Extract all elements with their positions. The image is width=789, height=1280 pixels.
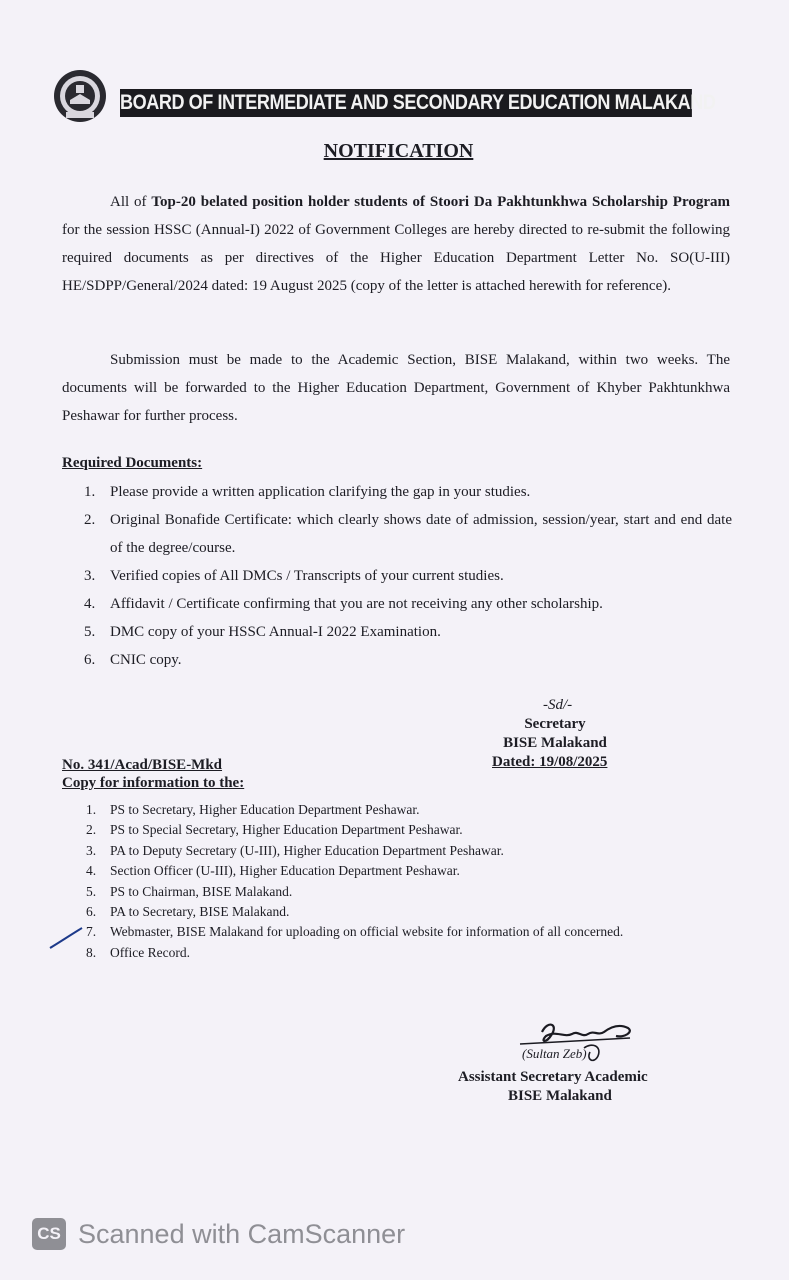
required-documents-list xyxy=(84,478,732,674)
copy-info-list xyxy=(86,800,726,963)
pen-tick-icon xyxy=(48,922,84,950)
list-item: 1. Please provide a written application clarifying the gap in your studies. xyxy=(84,484,531,500)
secretary-title: Secretary xyxy=(524,716,586,732)
list-item: 5. PS to Chairman, BISE Malakand. xyxy=(86,883,293,899)
list-item: 1. PS to Secretary, Higher Education Department Peshawar. xyxy=(86,802,420,817)
list-item: 8. Office Record. xyxy=(86,944,190,960)
list-item: 2. Original Bonafide Certificate: which clearly shows date of admission, session/year, start and end date of the degree/course. xyxy=(84,512,732,556)
signatory-title: Assistant Secretary Academic xyxy=(458,1069,648,1085)
list-item: 4. Section Officer (U-III), Higher Education Department Peshawar. xyxy=(86,863,460,879)
date-line: Dated: 19/08/2025 xyxy=(492,754,608,770)
list-item: 5. DMC copy of your HSSC Annual-I 2022 Examination. xyxy=(84,624,441,640)
signatory-name: (Sultan Zeb) xyxy=(522,1046,587,1061)
notification-title: NOTIFICATION xyxy=(323,140,474,162)
list-item: 3. Verified copies of All DMCs / Transcripts of your current studies. xyxy=(84,568,504,584)
required-documents-heading: Required Documents: xyxy=(62,455,203,471)
signatory-org: BISE Malakand xyxy=(508,1088,612,1104)
body-paragraph-1: All of Top-20 belated position holder students of Stoori Da Pakhtunkhwa Scholarship Program for the session HSSC (Annual-I) 2022 of Government Colleges are hereby directed to re-submit the following required documents as per directives of the Higher Education Department Letter No. SO(U-III) HE/SDPP/General/2024 dated: 19 August 2025 (copy of the letter is attached herewith for reference). xyxy=(62,194,730,294)
list-item: 7. Webmaster, BISE Malakand for uploading on official website for information of all concerned. xyxy=(86,924,624,940)
list-item: 6. PA to Secretary, BISE Malakand. xyxy=(86,904,290,920)
list-item: 4. Affidavit / Certificate confirming that you are not receiving any other scholarship. xyxy=(84,596,603,612)
list-item: 2. PS to Special Secretary, Higher Education Department Peshawar. xyxy=(86,822,463,838)
board-title: BOARD OF INTERMEDIATE AND SECONDARY EDUCATION MALAKAND xyxy=(120,89,692,117)
camscanner-logo-icon: CS xyxy=(32,1218,66,1250)
body-paragraph-2: Submission must be made to the Academic Section, BISE Malakand, within two weeks. The documents will be forwarded to the Higher Education Department, Government of Khyber Pakhtunkhwa Peshawar for further process. xyxy=(62,352,730,424)
list-item: 6. CNIC copy. xyxy=(84,652,182,668)
sd-mark: -Sd/- xyxy=(543,697,573,713)
copy-info-heading: Copy for information to the: xyxy=(62,775,245,791)
reference-number: No. 341/Acad/BISE-Mkd xyxy=(62,757,223,773)
bise-malakand-seal-icon xyxy=(52,68,108,124)
secretary-org: BISE Malakand xyxy=(503,735,607,751)
camscanner-watermark: Scanned with CamScanner xyxy=(78,1219,406,1249)
list-item: 3. PA to Deputy Secretary (U-III), Higher Education Department Peshawar. xyxy=(86,842,504,858)
